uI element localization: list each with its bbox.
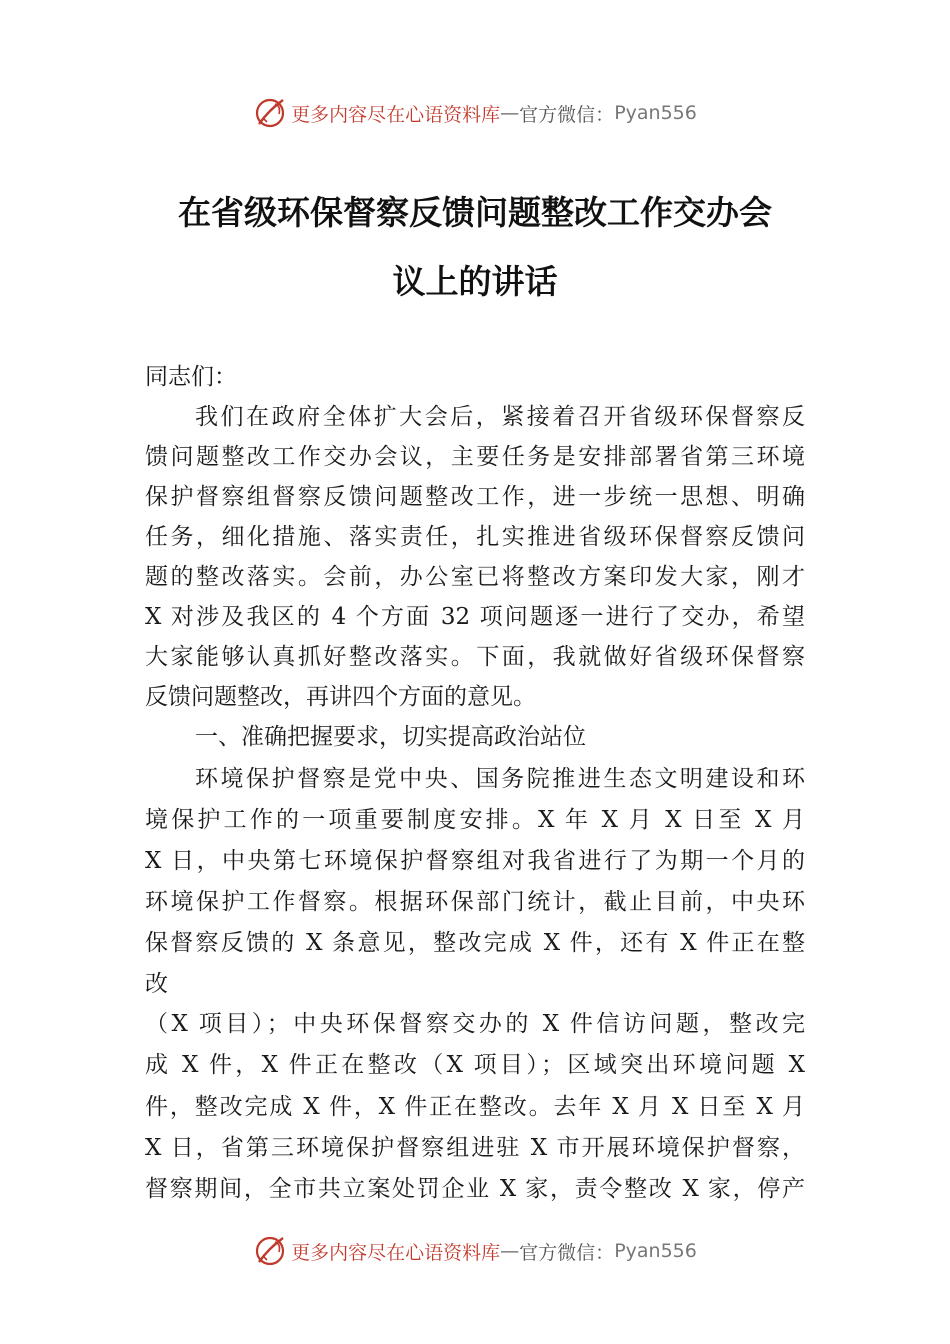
paragraph2-line: 环境保护工作督察。根据环保部门统计，截止目前，中央环 <box>145 889 805 915</box>
watermark-separator: — <box>500 102 520 124</box>
watermark-separator: — <box>500 1240 520 1262</box>
paragraph2-line: 保督察反馈的 X 条意见，整改完成 X 件，还有 X 件正在整 <box>145 930 805 956</box>
watermark-banner-top <box>0 96 950 130</box>
paragraph2-line: 环境保护督察是党中央、国务院推进生态文明建设和环 <box>195 766 805 792</box>
quill-seal-icon <box>253 1234 287 1268</box>
watermark-label: 官方微信： <box>519 1241 615 1264</box>
paragraph1-line: 大家能够认真抓好整改落实。下面，我就做好省级环保督察 <box>145 644 805 670</box>
paragraph2-line: 件，整改完成 X 件，X 件正在整改。去年 X 月 X 日至 X 月 <box>145 1094 805 1120</box>
paragraph2-line: 境保护工作的一项重要制度安排。X 年 X 月 X 日至 X 月 <box>145 807 805 833</box>
paragraph1-line: 任务，细化措施、落实责任，扎实推进省级环保督察反馈问 <box>145 524 805 550</box>
paragraph1-line: 保护督察组督察反馈问题整改工作，进一步统一思想、明确 <box>145 484 805 510</box>
watermark-wechat-id: Pyan556 <box>614 102 697 124</box>
watermark-label: 官方微信： <box>519 103 615 126</box>
section-heading-1: 一、准确把握要求，切实提高政治站位 <box>195 724 586 750</box>
paragraph1-line: 我们在政府全体扩大会后，紧接着召开省级环保督察反 <box>195 404 805 430</box>
paragraph2-line: X 日，中央第七环境保护督察组对我省进行了为期一个月的 <box>145 848 805 874</box>
paragraph1-line: 馈问题整改工作交办会议，主要任务是安排部署省第三环境 <box>145 444 805 470</box>
watermark-brand-text: 更多内容尽在心语资料库 <box>291 103 501 126</box>
watermark-wechat-id: Pyan556 <box>614 1240 697 1262</box>
watermark-brand-text: 更多内容尽在心语资料库 <box>291 1241 501 1264</box>
paragraph2-line: 成 X 件，X 件正在整改（X 项目）；区域突出环境问题 X <box>145 1052 805 1078</box>
document-title-line-1: 在省级环保督察反馈问题整改工作交办会 <box>178 193 772 232</box>
document-title-line-2: 议上的讲话 <box>392 262 558 301</box>
paragraph1-line: 题的整改落实。会前，办公室已将整改方案印发大家，刚才 <box>145 564 805 590</box>
paragraph2-line: 督察期间，全市共立案处罚企业 X 家，责令整改 X 家，停产 <box>145 1176 805 1202</box>
paragraph1-line: 反馈问题整改，再讲四个方面的意见。 <box>145 684 536 710</box>
quill-seal-icon <box>253 96 287 130</box>
paragraph2-line: X 日，省第三环境保护督察组进驻 X 市开展环境保护督察， <box>145 1135 805 1161</box>
paragraph2-line: （X 项目）；中央环保督察交办的 X 件信访问题，整改完 <box>145 1011 805 1037</box>
watermark-banner-bottom <box>0 1234 950 1268</box>
paragraph1-line: X 对涉及我区的 4 个方面 32 项问题逐一进行了交办，希望 <box>145 604 805 630</box>
salutation: 同志们： <box>145 364 237 390</box>
paragraph2-line: 改 <box>145 971 168 997</box>
